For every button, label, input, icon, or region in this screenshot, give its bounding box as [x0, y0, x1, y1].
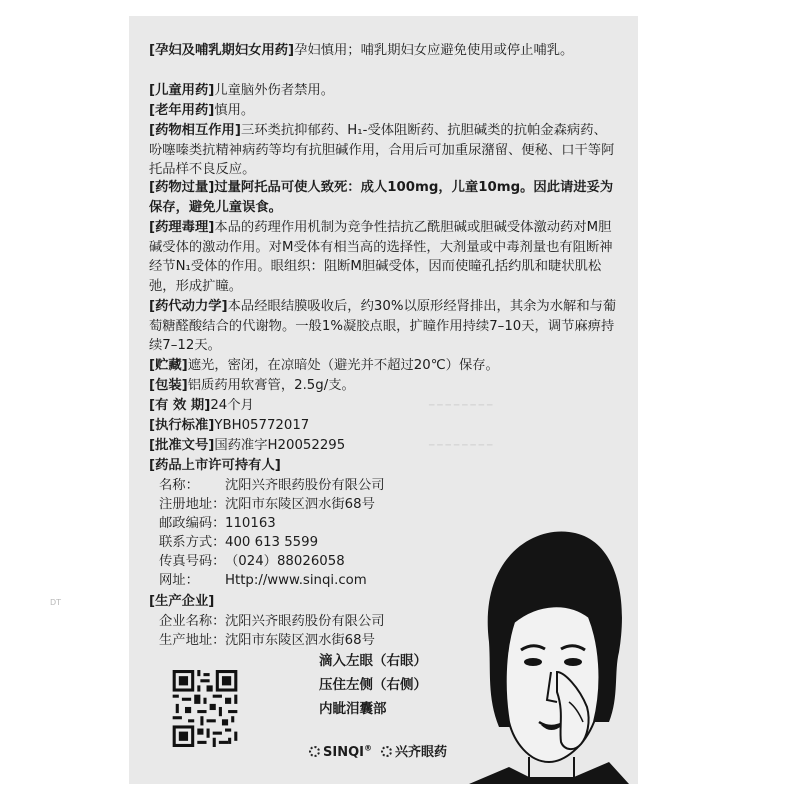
- sinqi-logo-icon: [309, 746, 320, 757]
- usage-line: 滴入左眼（右眼）: [319, 653, 427, 669]
- section-pregnancy: [149, 41, 619, 61]
- section-elderly: [149, 101, 619, 121]
- section-heading: [药理毒理]: [149, 220, 215, 235]
- section-text: 三环类抗抑郁药、H₁-受体阻断药、抗胆碱类的抗帕金森病药、吩噻嗪类抗精神病药等均有抗胆碱作用，合用后可加重尿潴留、便秘、口干等阿托品样不良反应。: [149, 123, 615, 178]
- section-text: YBH05772017: [214, 418, 310, 433]
- section-heading: [包装]: [149, 378, 188, 393]
- section-heading: [有 效 期]: [149, 398, 211, 413]
- section-heading: [药代动力学]: [149, 299, 228, 314]
- holder-address-row: 注册地址：沈阳市东陵区泗水街68号: [159, 497, 375, 512]
- section-text: 孕妇慎用；哺乳期妇女应避免使用或停止哺乳。: [294, 43, 574, 58]
- section-text: 24个月: [210, 398, 254, 413]
- section-heading: [执行标准]: [149, 418, 215, 433]
- section-heading: [儿童用药]: [149, 83, 215, 98]
- section-heading: [批准文号]: [149, 438, 215, 453]
- manufacturer-address-row: 生产地址：沈阳市东陵区泗水街68号: [159, 633, 375, 648]
- section-heading: [药物过量]: [149, 180, 215, 195]
- package-insert: ─ ─ ─ ─ ─ ─ ─ ─ ─ ─ ─ ─ ─ ─ ─ ─ [孕妇及哺乳期妇女用药]孕妇慎用；哺乳期妇女应避免使用或停止哺乳。 [儿童用药]儿童脑外伤者禁用。 [老年用药]慎用。 [药物相互作用]三环类抗抑郁药、H₁-受体阻断药、抗胆碱类的抗帕金森病药、吩噻嗪类抗精神病药等均有抗胆碱作用，合用后可加重尿潴留、便秘、口干等阿托品样不良反应。 [药物过量]过量阿托品可使人致死：成人100mg，儿童10mg。因此请进妥为保存，避免儿童误食。 [药理毒理]本品的药理作用机制为竞争性拮抗乙酰胆碱或胆碱受体激动药对M胆碱受体的激动作用。对M受体有相当高的选择性，大剂量或中毒剂量也有阻断神经节N₁受体的作用。眼组织：阻断M胆碱受体，因而使瞳孔括约肌和睫状肌松弛，形成扩瞳。 [药代动力学]本品经眼结膜吸收后，约30%以原形经肾排出，其余为水解和与葡萄糖醛酸结合的代谢物。一般1%凝胶点眼，扩瞳作用持续7–10天，调节麻痹持续7–12天。 [贮藏]遮光，密闭，在凉暗处（避光并不超过20℃）保存。 [包装]铝质药用软膏管，2.5g/支。 [有 效 期]24个月 [执行标准]YBH05772017 [批准文号]国药准字H20052295 [药品上市许可持有人] 名称： 沈阳兴齐眼药股份有限公司 注册地址：沈阳市东陵区泗水街68号 邮政编码：110163 联系方式：400 613 5599 传真号码：（024）88026058 网址： Http://www.sinqi.com [生产企业] 企业名称：沈阳兴齐眼药股份有限公司 生产地址：沈阳市东陵区泗水街68号 滴入左眼（右眼） 压住左侧（右侧） 内眦泪囊部 SINQI® 兴齐眼药: [129, 16, 638, 784]
- section-text: 本品的药理作用机制为竞争性拮抗乙酰胆碱或胆碱受体激动药对M胆碱受体的激动作用。对M受体有相当高的选择性，大剂量或中毒剂量也有阻断神经节N₁受体的作用。眼组织：阻断M胆碱受体，因而使瞳孔括约肌和睫状肌松弛，形成扩瞳。: [149, 220, 613, 294]
- brand-logo: SINQI® 兴齐眼药: [309, 741, 447, 760]
- section-text: 慎用。: [214, 103, 255, 118]
- section-text: 铝质药用软膏管，2.5g/支。: [187, 378, 355, 393]
- usage-instructions: [319, 649, 427, 721]
- section-pharmacology: [149, 218, 619, 296]
- section-pharmacokinetics: [149, 297, 619, 356]
- section-expiry: [149, 396, 619, 416]
- holder-name-row: 名称： 沈阳兴齐眼药股份有限公司: [159, 478, 385, 493]
- section-heading: [孕妇及哺乳期妇女用药]: [149, 43, 295, 58]
- holder-postcode-row: 邮政编码：110163: [159, 516, 276, 531]
- section-text: 儿童脑外伤者禁用。: [214, 83, 335, 98]
- watermark: DT: [50, 598, 62, 607]
- holder-website-row: 网址： Http://www.sinqi.com: [159, 573, 367, 588]
- section-overdose: [149, 178, 619, 217]
- website-link: Http://www.sinqi.com: [225, 573, 367, 588]
- section-approval: [149, 436, 619, 456]
- holder-phone-row: 联系方式：400 613 5599: [159, 535, 319, 550]
- holder-heading: [药品上市许可持有人]: [149, 458, 281, 473]
- eye-drop-illustration: [469, 522, 629, 784]
- section-storage: [149, 356, 619, 376]
- section-heading: [药物相互作用]: [149, 123, 241, 138]
- qr-code: [172, 670, 238, 747]
- section-standard: [149, 416, 619, 436]
- section-heading: [贮藏]: [149, 358, 188, 373]
- section-interactions: [149, 121, 619, 180]
- usage-line: 压住左侧（右侧）: [319, 677, 427, 693]
- usage-line: 内眦泪囊部: [319, 701, 387, 717]
- section-children: [149, 81, 619, 101]
- section-heading: [老年用药]: [149, 103, 215, 118]
- section-package: [149, 376, 619, 396]
- section-text: 国药准字H20052295: [214, 438, 346, 453]
- holder-fax-row: 传真号码：（024）88026058: [159, 554, 345, 569]
- section-text: 遮光，密闭，在凉暗处（避光并不超过20℃）保存。: [187, 358, 499, 373]
- manufacturer-name-row: 企业名称：沈阳兴齐眼药股份有限公司: [159, 614, 385, 629]
- section-text: 过量阿托品可使人致死：成人100mg，儿童10mg。因此请进妥为保存，避免儿童误食。: [149, 180, 614, 215]
- section-text: 本品经眼结膜吸收后，约30%以原形经肾排出，其余为水解和与葡萄糖醛酸结合的代谢物。一般1%凝胶点眼，扩瞳作用持续7–10天，调节麻痹持续7–12天。: [149, 299, 617, 354]
- manufacturer-heading: [生产企业]: [149, 594, 215, 609]
- sinqi-logo-icon: [381, 746, 392, 757]
